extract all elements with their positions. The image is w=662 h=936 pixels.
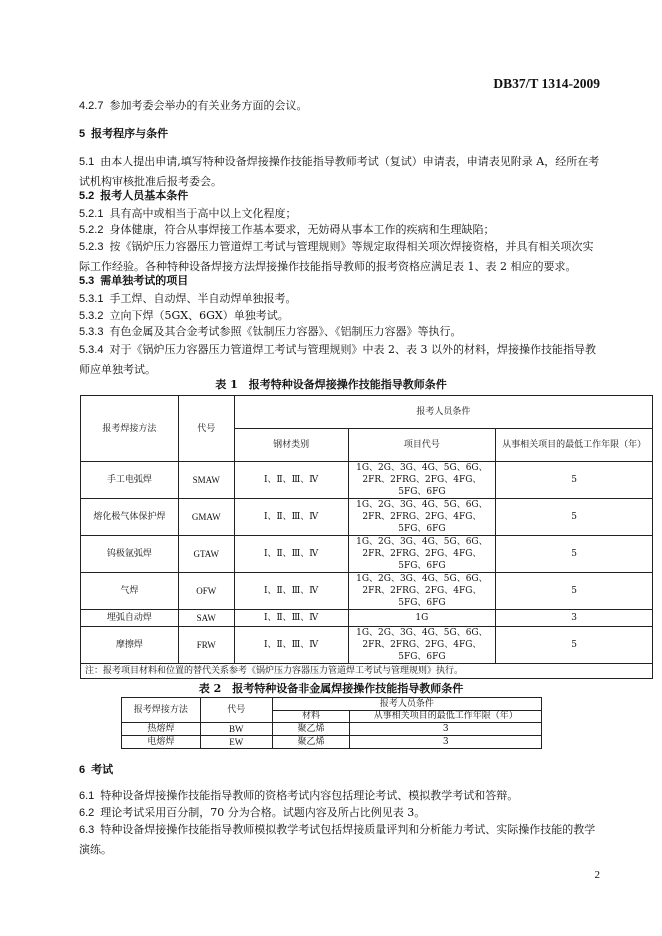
clause-number: 5.3.4 [79, 344, 104, 356]
table-row [122, 736, 542, 749]
cell-steel: Ⅰ、Ⅱ、Ⅲ、Ⅳ [234, 499, 348, 536]
section-number: 5.2 [79, 190, 95, 202]
cell-items: 1G、2G、3G、4G、5G、6G、2FR、2FRG、2FG、4FG、5FG、6FG [348, 462, 496, 499]
cell-years: 3 [350, 723, 542, 736]
cell-method: 手工电弧焊 [81, 462, 179, 499]
cell-steel: Ⅰ、Ⅱ、Ⅲ、Ⅳ [234, 536, 348, 573]
header-method: 报考焊接方法 [122, 698, 201, 723]
cell-years: 5 [496, 573, 653, 610]
clause-number: 5.3.1 [79, 293, 104, 305]
clause-text: 参加考委会举办的有关业务方面的会议。 [109, 99, 308, 112]
cell-material: 聚乙烯 [272, 723, 350, 736]
cell-method: 摩擦焊 [81, 627, 179, 664]
cell-material: 聚乙烯 [272, 736, 350, 749]
table-row [81, 610, 653, 627]
clause-number: 5.3.3 [79, 326, 104, 338]
section-number: 5 [79, 128, 86, 140]
cell-code: BW [200, 723, 272, 736]
clause-number: 4.2.7 [79, 100, 104, 112]
cell-code: EW [200, 736, 272, 749]
cell-method: 熔化极气体保护焊 [81, 499, 179, 536]
cell-steel: Ⅰ、Ⅱ、Ⅲ、Ⅳ [234, 573, 348, 610]
header-material: 材料 [272, 711, 350, 723]
header-method: 报考焊接方法 [81, 396, 179, 462]
table-row [122, 723, 542, 736]
clause-number: 5.2.2 [79, 224, 104, 236]
cell-method: 热熔焊 [122, 723, 201, 736]
table-row [81, 462, 653, 499]
section-title: 需单独考试的项目 [100, 274, 189, 287]
clause-number: 6.1 [79, 790, 95, 802]
header-conditions: 报考人员条件 [272, 698, 541, 711]
clause-text: 具有高中或相当于高中以上文化程度； [109, 207, 297, 220]
cell-steel: Ⅰ、Ⅱ、Ⅲ、Ⅳ [234, 462, 348, 499]
clause-text: 由本人提出申请,填写特种设备焊接操作技能指导教师考试（复试）申请表，申请表见附录 A，经所在考试机构审核批准后报考委会。 [79, 155, 600, 188]
cell-method: 气焊 [81, 573, 179, 610]
cell-code: SAW [178, 610, 234, 627]
cell-method: 电熔焊 [122, 736, 201, 749]
clause-text: 对于《锅炉压力容器压力管道焊工考试与管理规则》中表 2、表 3 以外的材料，焊接操作技能指导教师应单独考试。 [79, 343, 596, 376]
header-years: 从事相关项目的最低工作年限（年） [350, 711, 542, 723]
cell-code: OFW [178, 573, 234, 610]
cell-years: 3 [496, 610, 653, 627]
cell-code: GMAW [178, 499, 234, 536]
header-items: 项目代号 [348, 429, 496, 462]
cell-items: 1G、2G、3G、4G、5G、6G、2FR、2FRG、2FG、4FG、5FG、6FG [348, 573, 496, 610]
cell-years: 5 [496, 536, 653, 573]
table-1-caption: 表 1 报考特种设备焊接操作技能指导教师条件 [215, 378, 447, 391]
clause-text: 理论考试采用百分制，70 分为合格。试题内容及所占比例见表 3。 [100, 806, 426, 819]
clause-text: 身体健康，符合从事焊接工作基本要求，无妨碍从事本工作的疾病和生理缺陷； [109, 223, 495, 236]
cell-years: 5 [496, 462, 653, 499]
section-title: 报考人员基本条件 [100, 189, 189, 202]
clause-4-2-7 [79, 96, 601, 116]
section-5-heading [79, 124, 601, 144]
cell-method: 钨极氩弧焊 [81, 536, 179, 573]
clause-number: 5.2.1 [79, 208, 104, 220]
clause-number: 6.2 [79, 807, 95, 819]
cell-code: SMAW [178, 462, 234, 499]
clause-5-3-3 [79, 322, 601, 342]
table-1-note: 注：报考项目材料和位置的替代关系参考《锅炉压力容器压力管道焊工考试与管理规则》执行。 [81, 664, 653, 679]
header-steel: 钢材类别 [234, 429, 348, 462]
table-1 [80, 395, 653, 679]
document-id: DB37/T 1314-2009 [493, 76, 600, 91]
table-row [81, 627, 653, 664]
page-number: 2 [594, 869, 600, 881]
header-code: 代号 [178, 396, 234, 462]
clause-text: 特种设备焊接操作技能指导教师模拟教学考试包括焊接质量评判和分析能力考试、实际操作技能的教学演练。 [79, 823, 596, 856]
table-row [81, 536, 653, 573]
clause-text: 按《锅炉压力容器压力管道焊工考试与管理规则》等规定取得相关项次焊接资格，并具有相关项次实际工作经验。各种特种设备焊接方法焊接操作技能指导教师的报考资格应满足表 1、表 2 相应的要求。 [79, 240, 594, 273]
clause-number: 5.3.2 [79, 310, 104, 322]
cell-items: 1G、2G、3G、4G、5G、6G、2FR、2FRG、2FG、4FG、5FG、6FG [348, 536, 496, 573]
section-number: 6 [79, 764, 86, 776]
cell-years: 3 [350, 736, 542, 749]
header-code: 代号 [200, 698, 272, 723]
cell-items: 1G [348, 610, 496, 627]
section-title: 考试 [91, 763, 114, 776]
section-6-heading [79, 760, 601, 780]
clause-number: 5.2.3 [79, 241, 104, 253]
cell-code: GTAW [178, 536, 234, 573]
clause-6-3 [79, 820, 601, 860]
cell-steel: Ⅰ、Ⅱ、Ⅲ、Ⅳ [234, 627, 348, 664]
cell-items: 1G、2G、3G、4G、5G、6G、2FR、2FRG、2FG、4FG、5FG、6FG [348, 627, 496, 664]
header-conditions: 报考人员条件 [234, 396, 652, 429]
cell-years: 5 [496, 499, 653, 536]
clause-text: 立向下焊（5GX、6GX）单独考试。 [109, 309, 289, 322]
cell-items: 1G、2G、3G、4G、5G、6G、2FR、2FRG、2FG、4FG、5FG、6FG [348, 499, 496, 536]
clause-5-3-4 [79, 340, 601, 380]
table-2 [121, 697, 542, 749]
clause-number: 5.1 [79, 156, 95, 168]
cell-steel: Ⅰ、Ⅱ、Ⅲ、Ⅳ [234, 610, 348, 627]
table-2-caption: 表 2 报考特种设备非金属焊接操作技能指导教师条件 [198, 682, 464, 695]
section-5-2-heading [79, 186, 601, 206]
section-5-3-heading [79, 271, 601, 291]
cell-code: FRW [178, 627, 234, 664]
table-row [81, 499, 653, 536]
section-title: 报考程序与条件 [91, 127, 169, 140]
clause-number: 6.3 [79, 824, 95, 836]
header-years: 从事相关项目的最低工作年限（年） [496, 429, 653, 462]
cell-method: 埋弧自动焊 [81, 610, 179, 627]
clause-text: 有色金属及其合金考试参照《钛制压力容器》、《铝制压力容器》等执行。 [109, 325, 462, 338]
clause-text: 手工焊、自动焊、半自动焊单独报考。 [109, 292, 297, 305]
cell-years: 5 [496, 627, 653, 664]
table-row [81, 573, 653, 610]
section-number: 5.3 [79, 275, 95, 287]
clause-text: 特种设备焊接操作技能指导教师的资格考试内容包括理论考试、模拟教学考试和答辩。 [100, 789, 519, 802]
